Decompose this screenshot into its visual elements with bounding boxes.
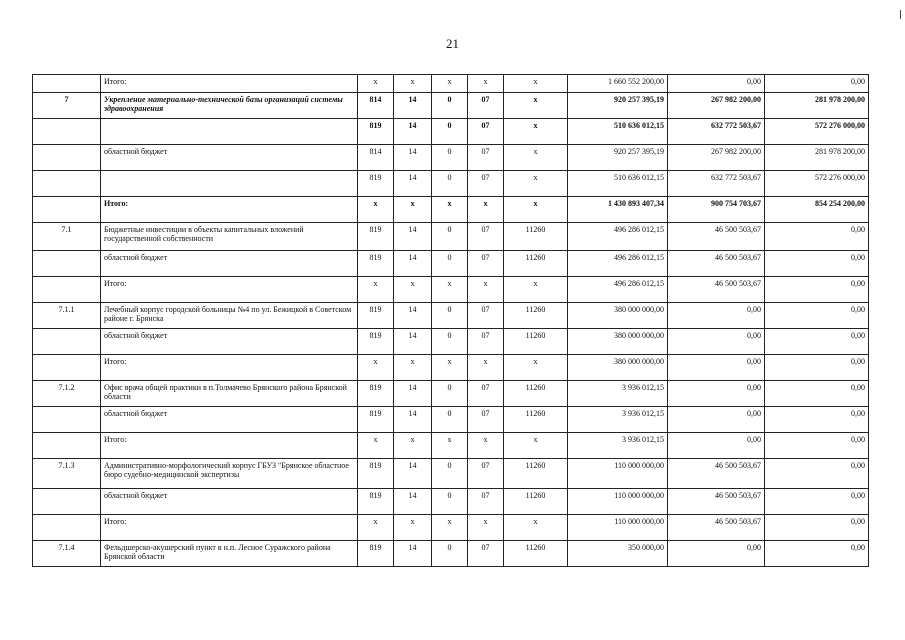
code-grbs: 814	[358, 145, 394, 171]
amount-year-3: 572 276 000,00	[765, 119, 869, 145]
amount-year-2: 46 500 503,67	[668, 489, 765, 515]
code-target: x	[504, 119, 568, 145]
row-name: областной бюджет	[101, 145, 358, 171]
code-program: 07	[468, 145, 504, 171]
code-target: x	[504, 433, 568, 459]
code-program: 07	[468, 381, 504, 407]
code-target: 11260	[504, 381, 568, 407]
amount-year-2: 46 500 503,67	[668, 515, 765, 541]
code-section: x	[394, 75, 432, 93]
code-subsection: 0	[432, 223, 468, 251]
amount-year-3: 0,00	[765, 407, 869, 433]
amount-year-1: 110 000 000,00	[568, 489, 668, 515]
row-number	[33, 145, 101, 171]
code-program: x	[468, 277, 504, 303]
row-name: Итого:	[101, 433, 358, 459]
row-name	[101, 171, 358, 197]
code-target: 11260	[504, 407, 568, 433]
amount-year-3: 854 254 200,00	[765, 197, 869, 223]
code-grbs: 819	[358, 303, 394, 329]
row-name: областной бюджет	[101, 489, 358, 515]
amount-year-3: 281 978 200,00	[765, 145, 869, 171]
code-subsection: x	[432, 75, 468, 93]
amount-year-1: 510 636 012,15	[568, 171, 668, 197]
row-number: 7.1	[33, 223, 101, 251]
code-target: x	[504, 75, 568, 93]
code-grbs: x	[358, 355, 394, 381]
code-section: 14	[394, 303, 432, 329]
code-target: x	[504, 277, 568, 303]
table-row	[33, 119, 869, 145]
code-grbs: 819	[358, 489, 394, 515]
row-number	[33, 197, 101, 223]
amount-year-2: 46 500 503,67	[668, 223, 765, 251]
amount-year-1: 920 257 395,19	[568, 93, 668, 119]
code-section: 14	[394, 171, 432, 197]
amount-year-1: 350 000,00	[568, 541, 668, 567]
code-target: x	[504, 197, 568, 223]
table-row	[33, 223, 869, 251]
code-section: x	[394, 515, 432, 541]
code-subsection: 0	[432, 171, 468, 197]
code-section: x	[394, 197, 432, 223]
edge-mark	[900, 10, 901, 19]
code-target: x	[504, 515, 568, 541]
code-target: 11260	[504, 303, 568, 329]
code-section: 14	[394, 119, 432, 145]
code-program: x	[468, 515, 504, 541]
code-grbs: 819	[358, 251, 394, 277]
row-number	[33, 119, 101, 145]
code-grbs: x	[358, 515, 394, 541]
code-subsection: 0	[432, 119, 468, 145]
page-number: 21	[446, 36, 459, 51]
amount-year-1: 1 430 893 407,34	[568, 197, 668, 223]
amount-year-1: 110 000 000,00	[568, 515, 668, 541]
row-number	[33, 277, 101, 303]
code-section: 14	[394, 329, 432, 355]
code-grbs: 819	[358, 541, 394, 567]
row-number	[33, 329, 101, 355]
code-section: x	[394, 277, 432, 303]
code-section: 14	[394, 541, 432, 567]
row-number	[33, 75, 101, 93]
code-target: 11260	[504, 251, 568, 277]
code-program: 07	[468, 119, 504, 145]
row-number	[33, 355, 101, 381]
amount-year-2: 0,00	[668, 75, 765, 93]
row-name: Итого:	[101, 515, 358, 541]
code-program: 07	[468, 329, 504, 355]
code-program: 07	[468, 223, 504, 251]
row-number	[33, 407, 101, 433]
amount-year-2: 0,00	[668, 303, 765, 329]
amount-year-1: 1 660 552 200,00	[568, 75, 668, 93]
row-name: Лечебный корпус городской больницы №4 по ул. Бежицкой в Советском районе г. Брянска	[101, 303, 358, 329]
code-subsection: 0	[432, 407, 468, 433]
amount-year-3: 281 978 200,00	[765, 93, 869, 119]
table-row	[33, 75, 869, 93]
code-grbs: x	[358, 277, 394, 303]
code-program: x	[468, 433, 504, 459]
table-row	[33, 407, 869, 433]
code-grbs: 819	[358, 407, 394, 433]
amount-year-2: 46 500 503,67	[668, 251, 765, 277]
amount-year-1: 3 936 012,15	[568, 433, 668, 459]
amount-year-1: 496 286 012,15	[568, 277, 668, 303]
amount-year-2: 46 500 503,67	[668, 277, 765, 303]
code-target: x	[504, 171, 568, 197]
row-name: Административно-морфологический корпус ГБУЗ "Брянское областное бюро судебно-медицинской экспертизы	[101, 459, 358, 489]
row-name: Итого:	[101, 197, 358, 223]
code-subsection: x	[432, 197, 468, 223]
table-row	[33, 381, 869, 407]
amount-year-3: 0,00	[765, 489, 869, 515]
table-row	[33, 329, 869, 355]
amount-year-2: 632 772 503,67	[668, 171, 765, 197]
table-row	[33, 197, 869, 223]
amount-year-2: 267 982 200,00	[668, 145, 765, 171]
code-section: 14	[394, 251, 432, 277]
code-program: 07	[468, 303, 504, 329]
amount-year-2: 632 772 503,67	[668, 119, 765, 145]
amount-year-3: 0,00	[765, 541, 869, 567]
amount-year-3: 0,00	[765, 251, 869, 277]
amount-year-2: 0,00	[668, 355, 765, 381]
amount-year-2: 267 982 200,00	[668, 93, 765, 119]
code-grbs: x	[358, 197, 394, 223]
row-name: Фельдшерско-акушерский пункт в н.п. Лесное Суражского района Брянской области	[101, 541, 358, 567]
code-subsection: 0	[432, 145, 468, 171]
amount-year-3: 0,00	[765, 303, 869, 329]
row-name: областной бюджет	[101, 407, 358, 433]
code-section: 14	[394, 93, 432, 119]
row-name: Итого:	[101, 75, 358, 93]
row-number: 7.1.3	[33, 459, 101, 489]
code-subsection: 0	[432, 303, 468, 329]
amount-year-1: 110 000 000,00	[568, 459, 668, 489]
amount-year-1: 920 257 395,19	[568, 145, 668, 171]
row-number: 7.1.2	[33, 381, 101, 407]
row-number	[33, 489, 101, 515]
amount-year-3: 0,00	[765, 223, 869, 251]
table-row	[33, 489, 869, 515]
code-program: 07	[468, 171, 504, 197]
row-number	[33, 515, 101, 541]
code-subsection: 0	[432, 459, 468, 489]
row-name: Итого:	[101, 355, 358, 381]
row-number	[33, 171, 101, 197]
code-program: 07	[468, 407, 504, 433]
code-grbs: 819	[358, 119, 394, 145]
amount-year-3: 0,00	[765, 329, 869, 355]
code-section: 14	[394, 489, 432, 515]
code-target: 11260	[504, 459, 568, 489]
amount-year-3: 0,00	[765, 459, 869, 489]
code-section: 14	[394, 145, 432, 171]
row-number: 7.1.1	[33, 303, 101, 329]
code-program: 07	[468, 93, 504, 119]
row-name: областной бюджет	[101, 251, 358, 277]
code-target: 11260	[504, 329, 568, 355]
code-grbs: 819	[358, 459, 394, 489]
table-row	[33, 515, 869, 541]
table-row	[33, 93, 869, 119]
code-target: x	[504, 145, 568, 171]
amount-year-2: 0,00	[668, 329, 765, 355]
row-number: 7	[33, 93, 101, 119]
amount-year-1: 496 286 012,15	[568, 251, 668, 277]
code-subsection: x	[432, 433, 468, 459]
code-section: 14	[394, 407, 432, 433]
row-name: областной бюджет	[101, 329, 358, 355]
code-program: 07	[468, 251, 504, 277]
code-grbs: x	[358, 75, 394, 93]
amount-year-3: 0,00	[765, 433, 869, 459]
code-target: 11260	[504, 489, 568, 515]
row-number	[33, 433, 101, 459]
code-subsection: 0	[432, 251, 468, 277]
table-row	[33, 541, 869, 567]
amount-year-3: 0,00	[765, 515, 869, 541]
code-grbs: 819	[358, 329, 394, 355]
table-row	[33, 145, 869, 171]
table-body	[33, 75, 869, 567]
row-name: Бюджетные инвестиции в объекты капитальных вложений государственной собственности	[101, 223, 358, 251]
code-target: x	[504, 355, 568, 381]
code-program: 07	[468, 459, 504, 489]
amount-year-3: 0,00	[765, 277, 869, 303]
amount-year-1: 380 000 000,00	[568, 355, 668, 381]
amount-year-2: 0,00	[668, 433, 765, 459]
amount-year-3: 0,00	[765, 381, 869, 407]
row-name: Офис врача общей практики в п.Толмачево Брянского района Брянской области	[101, 381, 358, 407]
code-section: x	[394, 433, 432, 459]
amount-year-1: 496 286 012,15	[568, 223, 668, 251]
code-section: 14	[394, 459, 432, 489]
budget-table	[32, 74, 869, 567]
amount-year-2: 900 754 703,67	[668, 197, 765, 223]
code-program: x	[468, 355, 504, 381]
code-program: 07	[468, 489, 504, 515]
row-name	[101, 119, 358, 145]
code-target: 11260	[504, 223, 568, 251]
table-row	[33, 355, 869, 381]
amount-year-2: 0,00	[668, 407, 765, 433]
code-program: 07	[468, 541, 504, 567]
code-section: x	[394, 355, 432, 381]
amount-year-2: 0,00	[668, 541, 765, 567]
code-grbs: 819	[358, 171, 394, 197]
amount-year-2: 0,00	[668, 381, 765, 407]
amount-year-1: 3 936 012,15	[568, 381, 668, 407]
amount-year-1: 380 000 000,00	[568, 329, 668, 355]
table-row	[33, 277, 869, 303]
amount-year-3: 0,00	[765, 355, 869, 381]
amount-year-1: 380 000 000,00	[568, 303, 668, 329]
code-grbs: 819	[358, 381, 394, 407]
code-subsection: 0	[432, 93, 468, 119]
code-subsection: 0	[432, 541, 468, 567]
code-subsection: x	[432, 355, 468, 381]
code-subsection: 0	[432, 381, 468, 407]
row-number: 7.1.4	[33, 541, 101, 567]
code-subsection: x	[432, 515, 468, 541]
amount-year-3: 0,00	[765, 75, 869, 93]
table-row	[33, 433, 869, 459]
table-row	[33, 303, 869, 329]
code-grbs: x	[358, 433, 394, 459]
code-subsection: 0	[432, 329, 468, 355]
code-subsection: 0	[432, 489, 468, 515]
code-section: 14	[394, 381, 432, 407]
row-name: Итого:	[101, 277, 358, 303]
table-row	[33, 459, 869, 489]
code-subsection: x	[432, 277, 468, 303]
amount-year-3: 572 276 000,00	[765, 171, 869, 197]
row-name: Укрепление материально-технической базы организаций системы здравоохранения	[101, 93, 358, 119]
table-row	[33, 171, 869, 197]
code-grbs: 819	[358, 223, 394, 251]
code-program: x	[468, 197, 504, 223]
amount-year-1: 3 936 012,15	[568, 407, 668, 433]
code-grbs: 814	[358, 93, 394, 119]
row-number	[33, 251, 101, 277]
code-program: x	[468, 75, 504, 93]
code-target: 11260	[504, 541, 568, 567]
amount-year-2: 46 500 503,67	[668, 459, 765, 489]
amount-year-1: 510 636 012,15	[568, 119, 668, 145]
code-section: 14	[394, 223, 432, 251]
table-row	[33, 251, 869, 277]
code-target: x	[504, 93, 568, 119]
